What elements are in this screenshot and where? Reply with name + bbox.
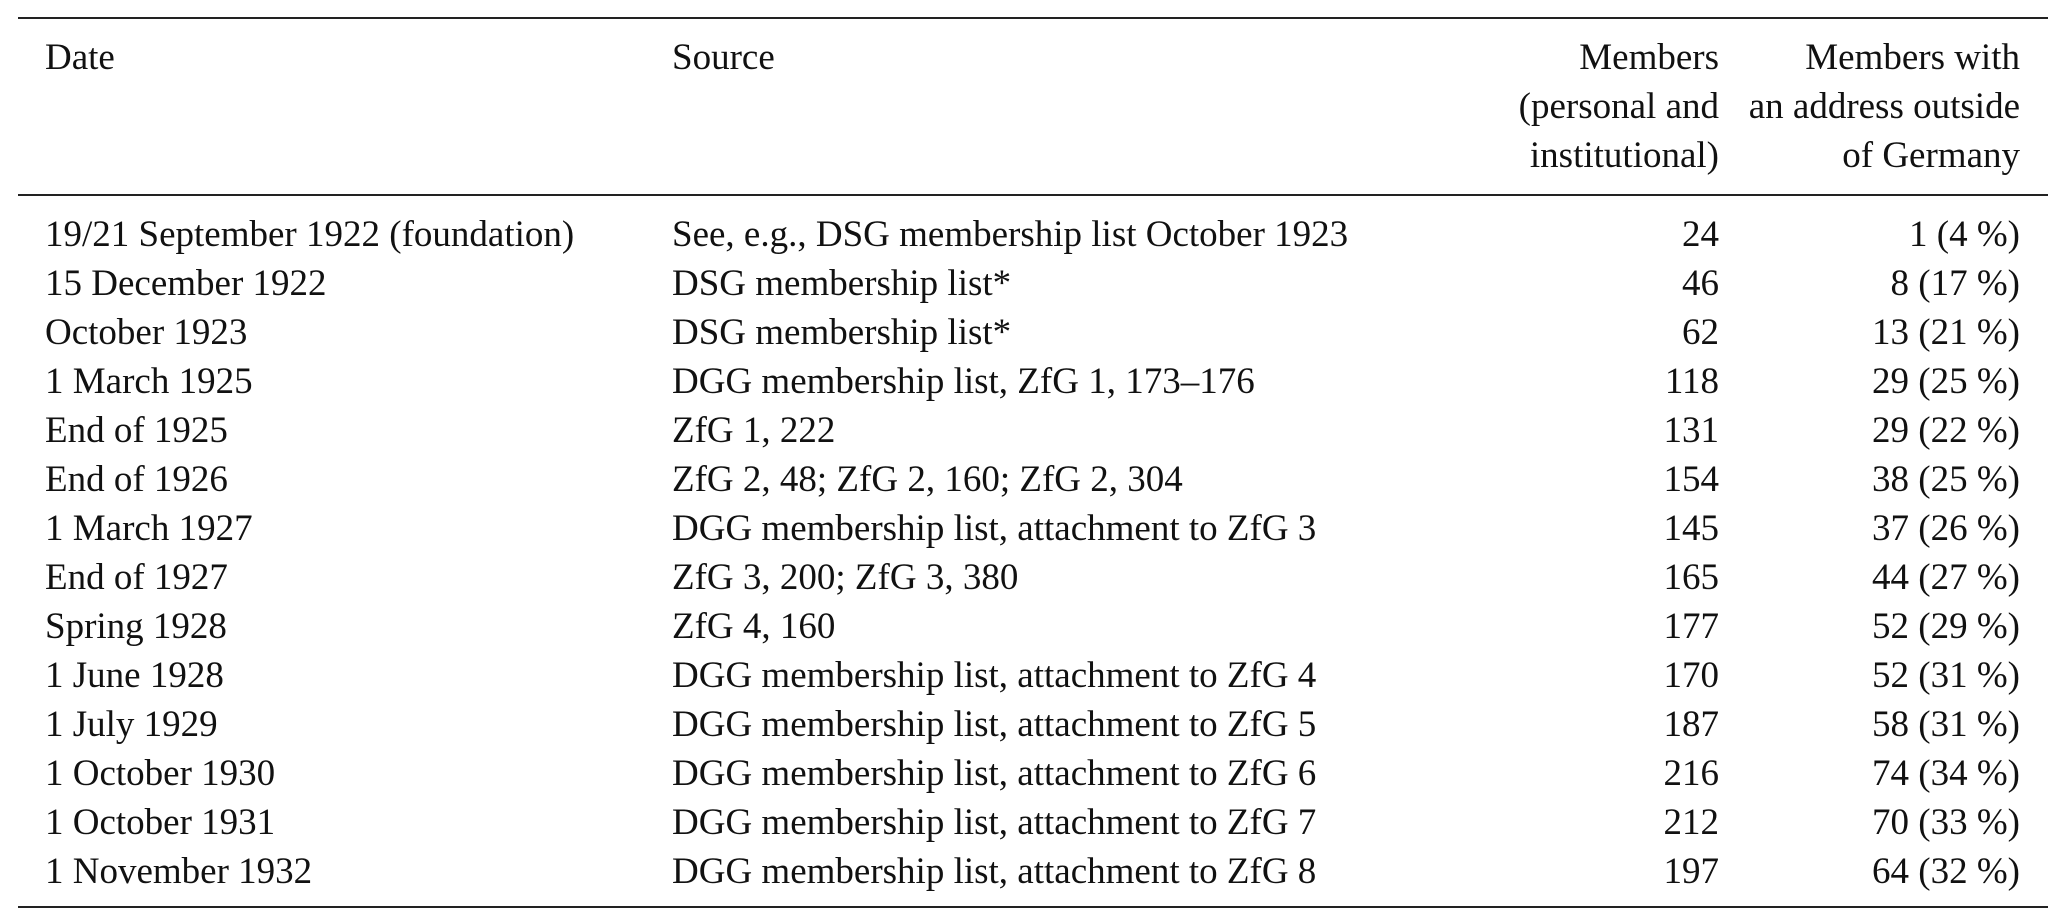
cell-date: October 1923	[45, 312, 248, 353]
table-body	[18, 195, 2048, 907]
header-abroad-line: of Germany	[1842, 135, 2020, 176]
table-row	[18, 259, 2048, 308]
cell-source: ZfG 1, 222	[672, 410, 836, 451]
cell-members: 187	[1663, 704, 1719, 745]
cell-date: End of 1926	[45, 459, 228, 500]
cell-members: 118	[1664, 361, 1719, 402]
table-row	[18, 455, 2048, 504]
cell-date: 1 March 1925	[45, 361, 253, 402]
cell-source: ZfG 3, 200; ZfG 3, 380	[672, 557, 1019, 598]
cell-members: 24	[1682, 214, 1719, 255]
cell-source: DGG membership list, attachment to ZfG 6	[672, 753, 1317, 794]
cell-members-abroad: 29 (25 %)	[1872, 361, 2020, 402]
cell-date: 15 December 1922	[45, 263, 327, 304]
cell-source: DGG membership list, attachment to ZfG 3	[672, 508, 1317, 549]
cell-source: ZfG 2, 48; ZfG 2, 160; ZfG 2, 304	[672, 459, 1183, 500]
cell-members: 131	[1663, 410, 1719, 451]
cell-members: 177	[1663, 606, 1719, 647]
table-row	[18, 357, 2048, 406]
cell-members-abroad: 1 (4 %)	[1909, 214, 2020, 255]
header-members-line: Members	[1579, 37, 1719, 78]
cell-source: See, e.g., DSG membership list October 1923	[672, 214, 1349, 255]
cell-members-abroad: 44 (27 %)	[1872, 557, 2020, 598]
cell-members: 212	[1663, 802, 1719, 843]
cell-members-abroad: 64 (32 %)	[1872, 851, 2020, 892]
table-header	[18, 18, 2048, 195]
cell-date: 1 June 1928	[45, 655, 224, 696]
cell-source: ZfG 4, 160	[672, 606, 836, 647]
cell-members-abroad: 52 (31 %)	[1872, 655, 2020, 696]
cell-members-abroad: 13 (21 %)	[1872, 312, 2020, 353]
membership-table	[18, 17, 2048, 908]
table-row	[18, 602, 2048, 651]
cell-date: 19/21 September 1922 (foundation)	[45, 214, 575, 255]
header-abroad-line: an address outside	[1748, 86, 2020, 127]
header-abroad-line: Members with	[1805, 37, 2020, 78]
header-members	[1438, 18, 1719, 195]
cell-members-abroad: 52 (29 %)	[1872, 606, 2020, 647]
cell-members-abroad: 38 (25 %)	[1872, 459, 2020, 500]
table-row	[18, 504, 2048, 553]
table-row	[18, 308, 2048, 357]
table-row	[18, 406, 2048, 455]
table-row	[18, 195, 2048, 259]
header-members-line: institutional)	[1529, 135, 1719, 176]
cell-members-abroad: 29 (22 %)	[1872, 410, 2020, 451]
cell-date: 1 November 1932	[45, 851, 313, 892]
cell-date: End of 1925	[45, 410, 228, 451]
header-date: Date	[45, 37, 115, 78]
cell-members: 154	[1663, 459, 1719, 500]
cell-date: 1 March 1927	[45, 508, 253, 549]
table-row	[18, 553, 2048, 602]
table-row	[18, 798, 2048, 847]
cell-members-abroad: 74 (34 %)	[1872, 753, 2020, 794]
cell-source: DGG membership list, ZfG 1, 173–176	[672, 361, 1255, 402]
cell-members: 197	[1663, 851, 1719, 892]
cell-date: Spring 1928	[45, 606, 227, 647]
cell-members-abroad: 70 (33 %)	[1872, 802, 2020, 843]
table-row	[18, 651, 2048, 700]
table-row	[18, 700, 2048, 749]
header-source: Source	[672, 37, 775, 78]
header-members-abroad	[1719, 18, 2048, 195]
header-members-line: (personal and	[1518, 86, 1719, 127]
cell-members: 46	[1682, 263, 1719, 304]
cell-members-abroad: 8 (17 %)	[1890, 263, 2020, 304]
cell-members-abroad: 37 (26 %)	[1872, 508, 2020, 549]
cell-source: DGG membership list, attachment to ZfG 8	[672, 851, 1317, 892]
cell-members-abroad: 58 (31 %)	[1872, 704, 2020, 745]
cell-members: 165	[1663, 557, 1719, 598]
header-row	[18, 18, 2048, 195]
cell-source: DGG membership list, attachment to ZfG 4	[672, 655, 1317, 696]
cell-members: 145	[1663, 508, 1719, 549]
cell-members: 62	[1682, 312, 1719, 353]
cell-date: 1 October 1930	[45, 753, 276, 794]
cell-members: 170	[1663, 655, 1719, 696]
membership-table-container	[18, 17, 2048, 908]
cell-date: 1 July 1929	[45, 704, 218, 745]
table-row	[18, 749, 2048, 798]
table-row	[18, 847, 2048, 907]
cell-members: 216	[1663, 753, 1719, 794]
cell-source: DSG membership list*	[672, 312, 1012, 353]
cell-date: End of 1927	[45, 557, 228, 598]
cell-source: DGG membership list, attachment to ZfG 5	[672, 704, 1317, 745]
cell-source: DGG membership list, attachment to ZfG 7	[672, 802, 1317, 843]
cell-date: 1 October 1931	[45, 802, 276, 843]
cell-source: DSG membership list*	[672, 263, 1012, 304]
